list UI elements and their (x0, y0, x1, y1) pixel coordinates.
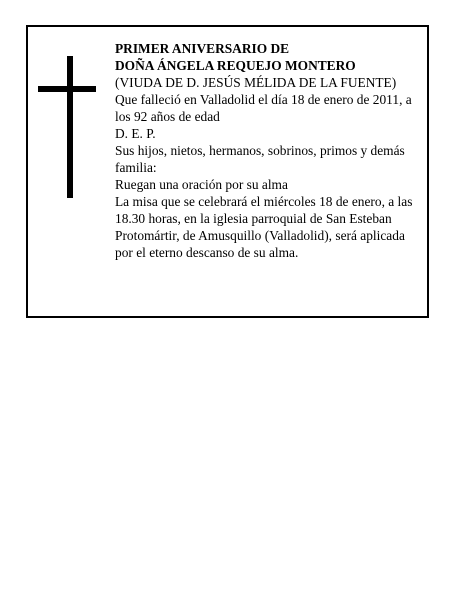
mass-line-2: 18.30 horas, en la iglesia parroquial de San Esteban (115, 211, 392, 226)
notice-text (115, 40, 423, 261)
family-line-2: familia: (115, 160, 157, 175)
mass-line-4: por el eterno descanso de su alma. (115, 245, 299, 260)
dep-line: D. E. P. (115, 126, 156, 141)
notice-title-line-1: PRIMER ANIVERSARIO DE (115, 41, 290, 56)
death-line-2: los 92 años de edad (115, 109, 220, 124)
mass-line-1: La misa que se celebrará el miércoles 18 de enero, a las (115, 194, 413, 209)
widow-line: (VIUDA DE D. JESÚS MÉLIDA DE LA FUENTE) (115, 75, 397, 90)
cross-icon-horizontal-bar (38, 86, 96, 92)
cross-icon-vertical-bar (67, 56, 73, 198)
family-line-1: Sus hijos, nietos, hermanos, sobrinos, primos y demás (115, 143, 405, 158)
death-line-1: Que falleció en Valladolid el día 18 de enero de 2011, a (115, 92, 412, 107)
mass-line-3: Protomártir, de Amusquillo (Valladolid), será aplicada (115, 228, 405, 243)
obituary-notice (26, 25, 429, 318)
notice-title-line-2: DOÑA ÁNGELA REQUEJO MONTERO (115, 58, 356, 73)
prayer-line: Ruegan una oración por su alma (115, 177, 288, 192)
